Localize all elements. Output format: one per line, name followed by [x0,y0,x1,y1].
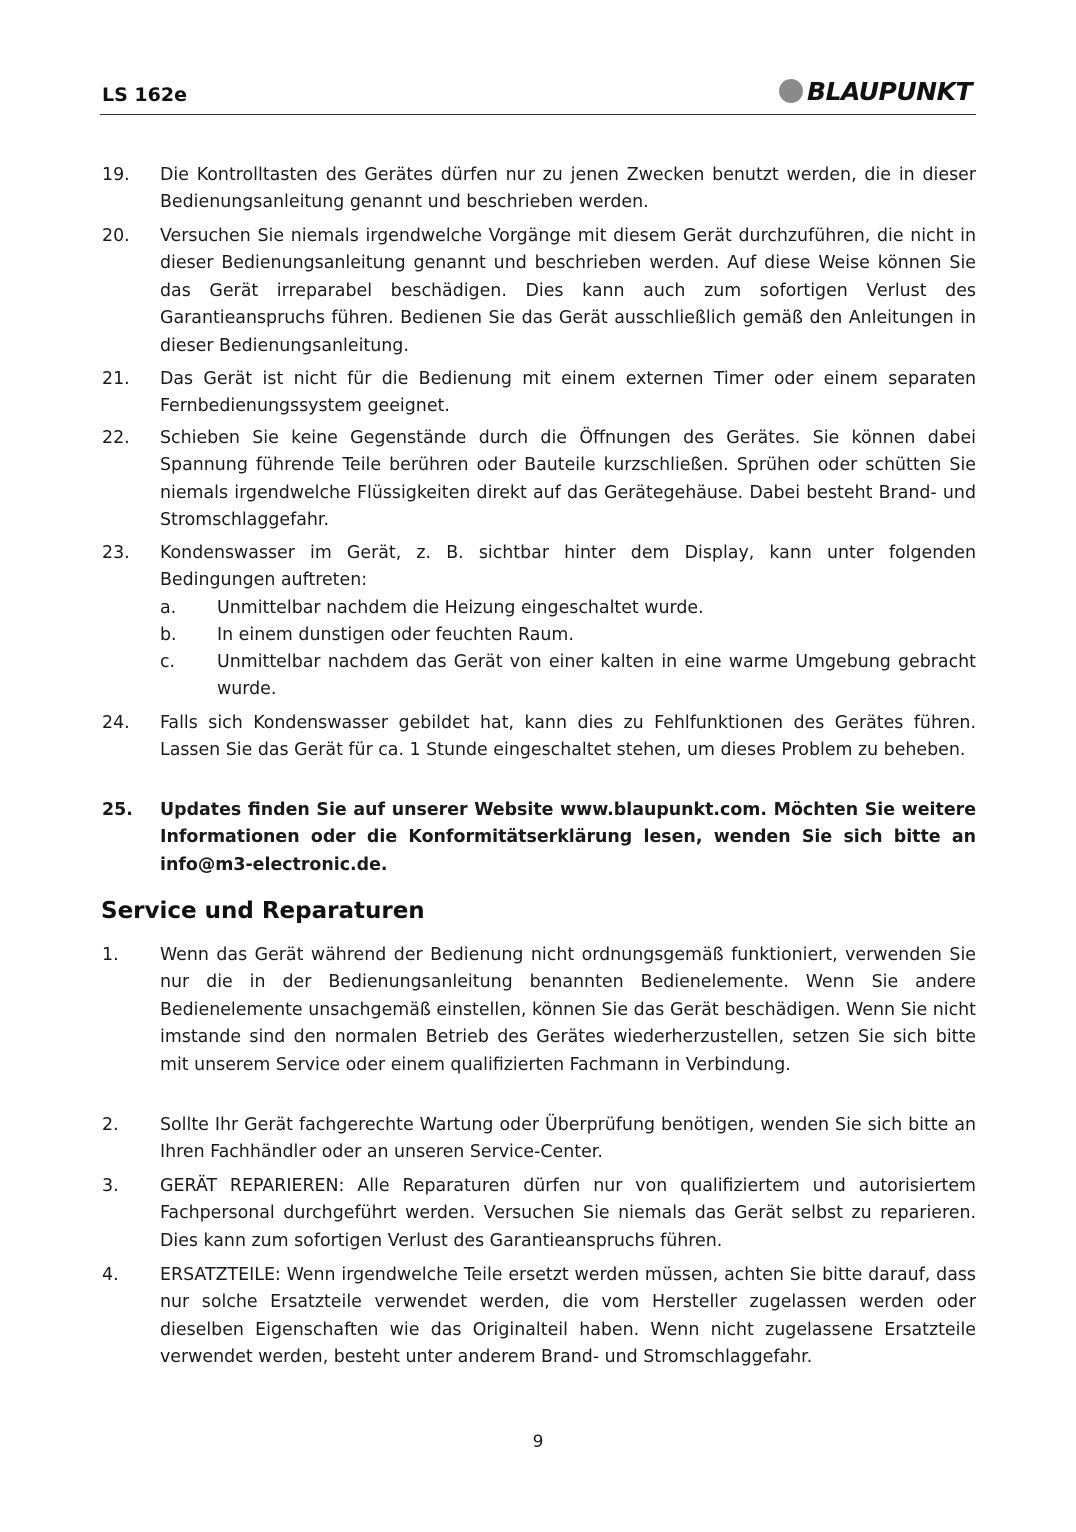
item-number: 3. [102,1176,119,1196]
item-number: 24. [102,713,130,733]
item-text: Updates finden Sie auf unserer Website www.blaupunkt.com. Möchten Sie weitere Informationen oder die Konformitätserklärung lesen, wenden Sie sich bitte an info@m3-electronic.de. [160,800,976,875]
item-text: Die Kontrolltasten des Gerätes dürfen nur zu jenen Zwecken benutzt werden, die in dieser Bedienungsanleitung genannt und beschrieben werden. [160,165,976,213]
item-text: Das Gerät ist nicht für die Bedienung mit einem externen Timer oder einem separaten Fernbedienungssystem geeignet. [160,369,976,417]
sub-item-text: In einem dunstigen oder feuchten Raum. [217,625,574,645]
brand-dot-icon [779,79,803,103]
item-text: ERSATZTEILE: Wenn irgendwelche Teile ersetzt werden müssen, achten Sie bitte darauf, dass nur solche Ersatzteile verwendet werden, die vom Hersteller zugelassen werden oder dieselben Eigenschaften wie das Originalteil haben. Wenn nicht zugelassene Ersatzteile verwendet werden, besteht unter anderem Brand- und Stromschlaggefahr. [160,1265,976,1368]
item-number: 25. [102,800,133,820]
sub-item-text: Unmittelbar nachdem die Heizung eingeschaltet wurde. [217,598,704,618]
item-text: GERÄT REPARIEREN: Alle Reparaturen dürfen nur von qualifiziertem und autorisiertem Fachpersonal durchgeführt werden. Versuchen Sie niemals das Gerät selbst zu reparieren. Dies kann zum sofortigen Verlust des Garantieanspruchs führen. [160,1176,976,1251]
sub-item-text: Unmittelbar nachdem das Gerät von einer kalten in eine warme Umgebung gebracht wurde. [217,652,976,700]
item-text: Schieben Sie keine Gegenstände durch die Öffnungen des Gerätes. Sie können dabei Spannung führende Teile berühren oder Bauteile kurzschließen. Sprühen oder schütten Sie niemals irgendwelche Flüssigkeiten direkt auf das Gerätegehäuse. Dabei besteht Brand- und Stromschlaggefahr. [160,428,976,531]
sub-item-letter: b. [160,625,177,645]
model-name: LS 162e [102,84,187,106]
item-text: Kondenswasser im Gerät, z. B. sichtbar hinter dem Display, kann unter folgenden Bedingungen auftreten: [160,543,976,591]
item-text: Falls sich Kondenswasser gebildet hat, kann dies zu Fehlfunktionen des Gerätes führen. Lassen Sie das Gerät für ca. 1 Stunde eingeschaltet stehen, um dieses Problem zu beheben. [160,713,976,761]
section-heading: Service und Reparaturen [101,898,425,924]
item-text: Versuchen Sie niemals irgendwelche Vorgänge mit diesem Gerät durchzuführen, die nicht in dieser Bedienungsanleitung genannt und beschrieben werden. Auf diese Weise können Sie das Gerät irreparabel beschädigen. Dies kann auch zum sofortigen Verlust des Garantieanspruchs führen. Bedienen Sie das Gerät ausschließlich gemäß den Anleitungen in dieser Bedienungsanleitung. [160,226,976,356]
page-number: 9 [532,1432,544,1452]
item-number: 22. [102,428,130,448]
item-number: 20. [102,226,130,246]
sub-item-letter: c. [160,652,176,672]
sub-item-letter: a. [160,598,177,618]
item-number: 23. [102,543,130,563]
brand-logo [779,76,972,106]
item-number: 4. [102,1265,119,1285]
brand-name: BLAUPUNKT [807,76,972,106]
item-text: Sollte Ihr Gerät fachgerechte Wartung oder Überprüfung benötigen, wenden Sie sich bitte an Ihren Fachhändler oder an unseren Service-Center. [160,1115,976,1163]
page-header [100,70,976,115]
item-number: 2. [102,1115,119,1135]
item-text: Wenn das Gerät während der Bedienung nicht ordnungsgemäß funktioniert, verwenden Sie nur die in der Bedienungsanleitung benannten Bedienelemente. Wenn Sie andere Bedienelemente unsachgemäß einstellen, können Sie das Gerät beschädigen. Wenn Sie nicht imstande sind den normalen Betrieb des Gerätes wiederherzustellen, setzen Sie sich bitte mit unserem Service oder einem qualifizierten Fachmann in Verbindung. [160,945,976,1075]
item-number: 19. [102,165,130,185]
item-number: 21. [102,369,130,389]
item-number: 1. [102,945,119,965]
